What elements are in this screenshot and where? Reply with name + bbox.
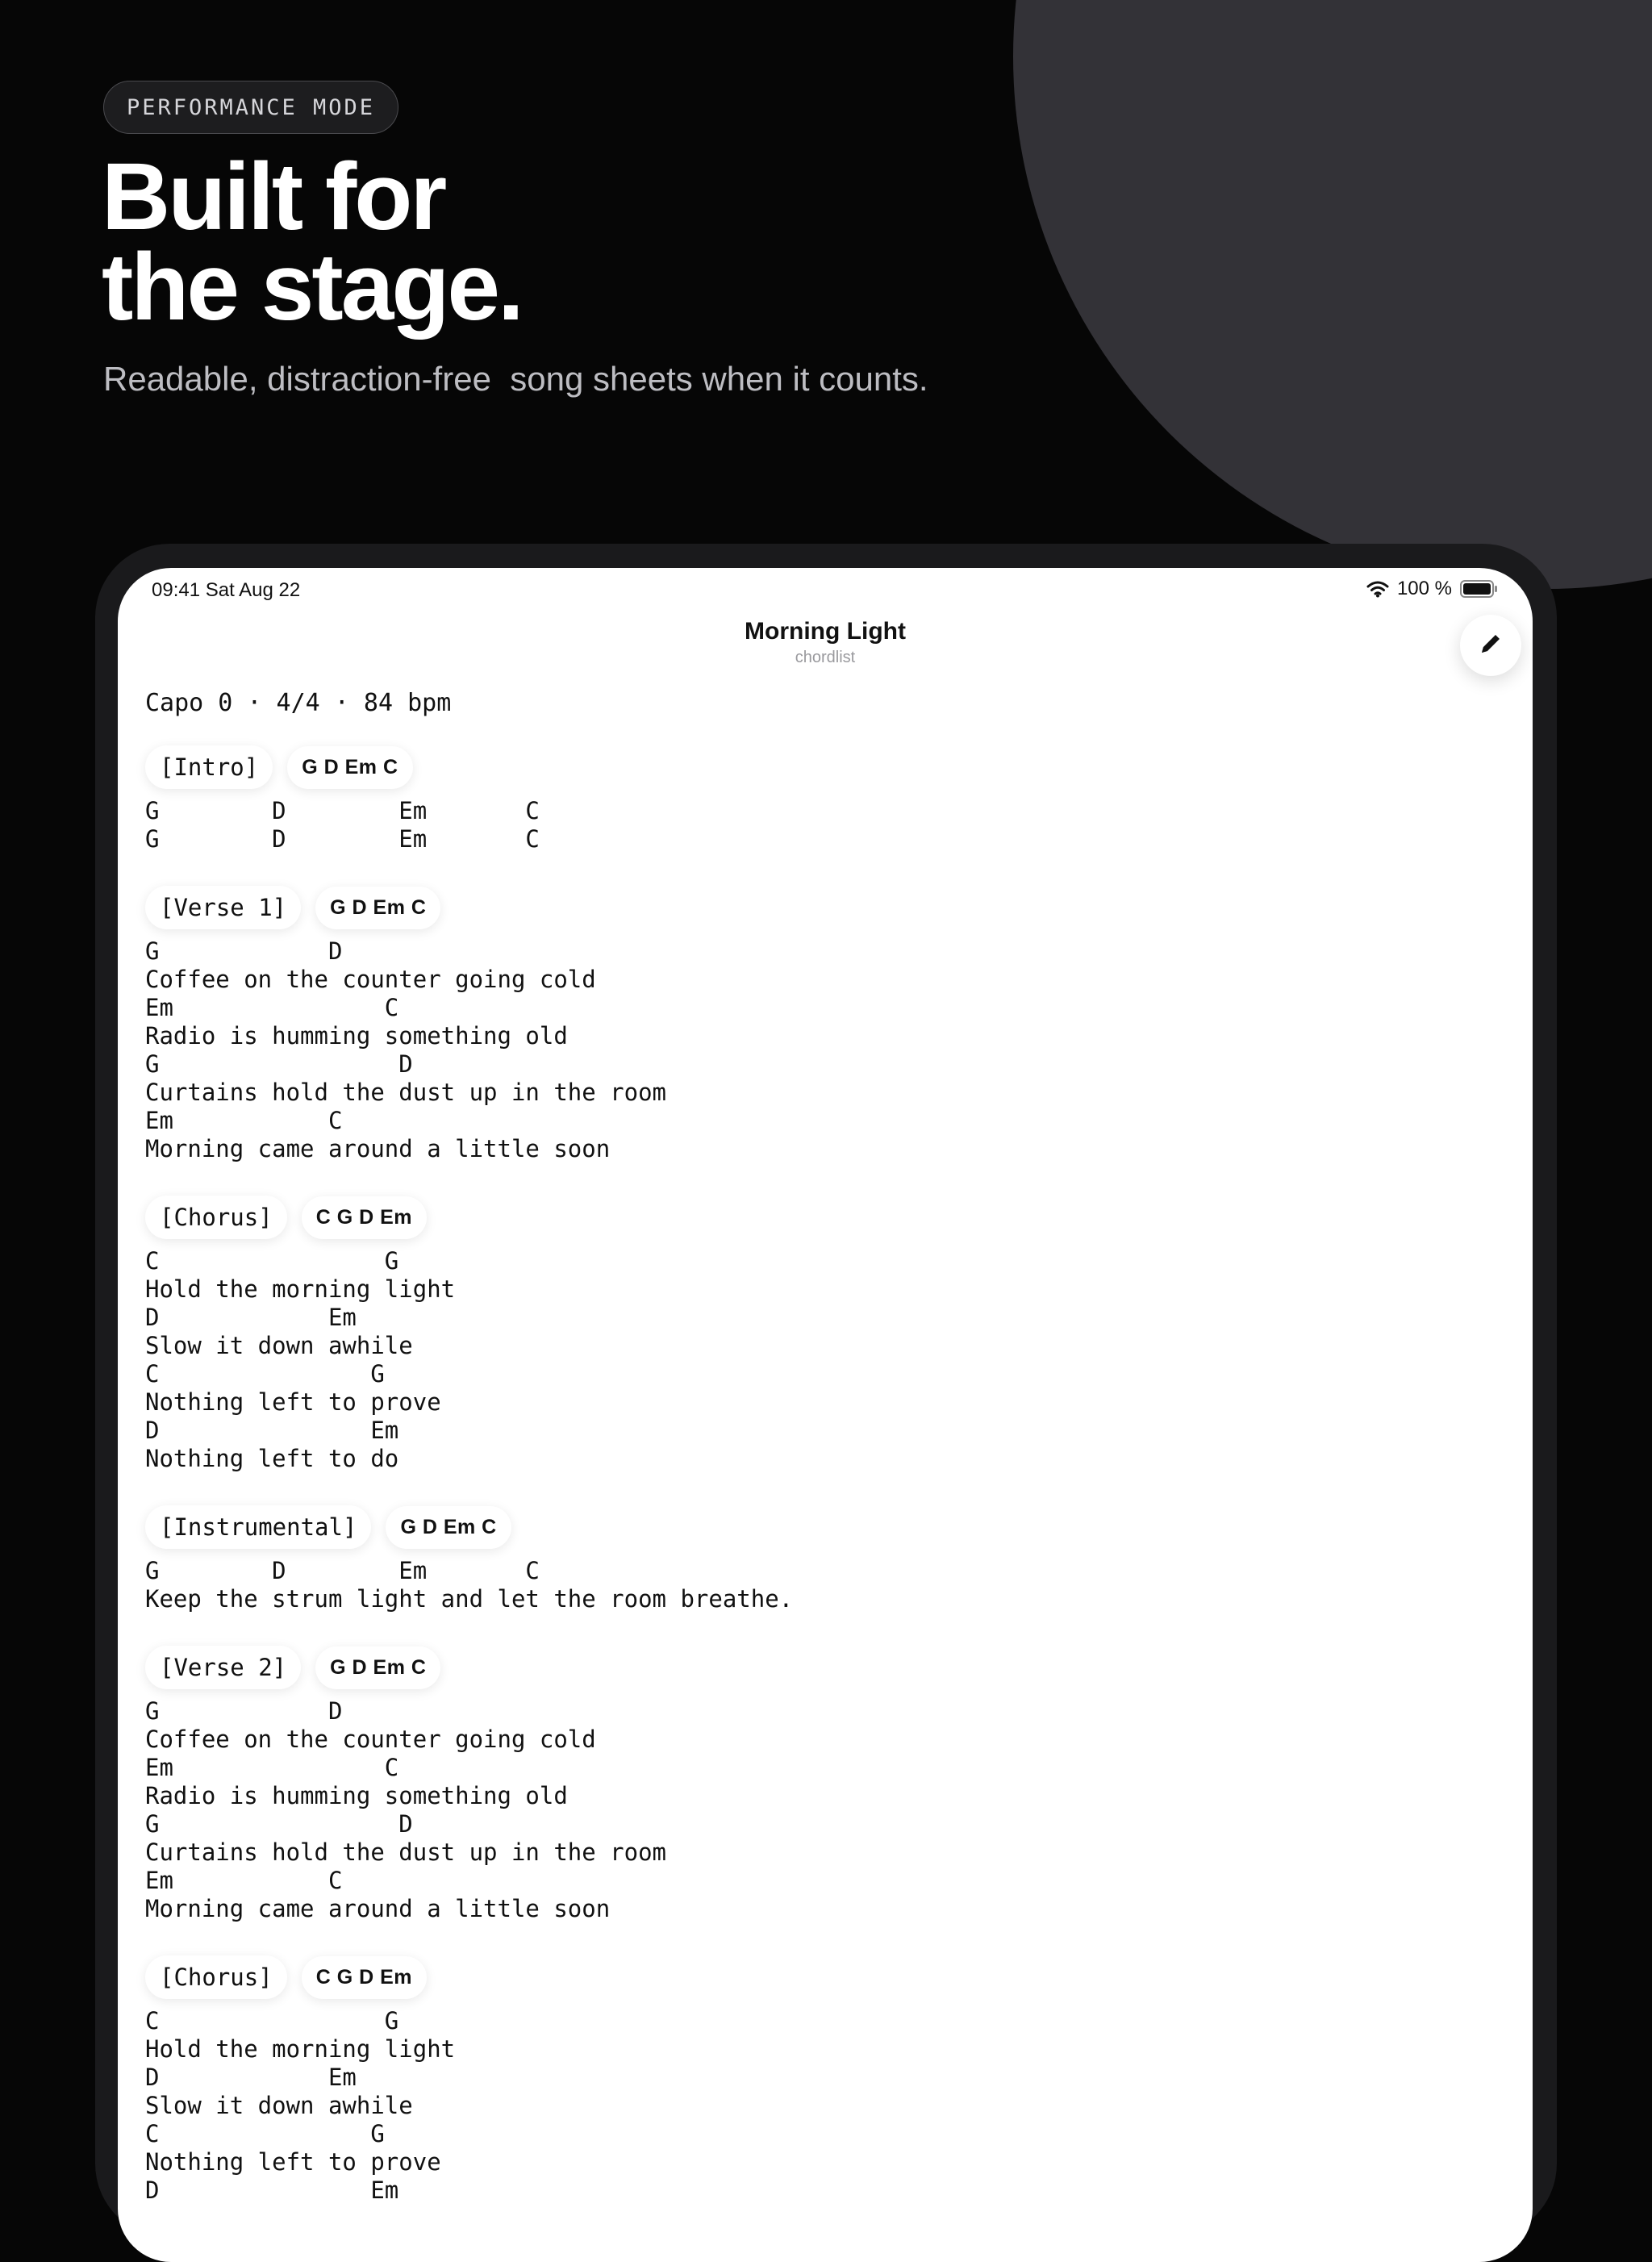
song-section xyxy=(145,1192,1500,1473)
section-tag[interactable]: [Instrumental] xyxy=(145,1505,371,1549)
song-line: D Em xyxy=(145,2176,399,2204)
song-section xyxy=(145,1952,1500,2205)
song-line: Radio is humming something old xyxy=(145,1022,568,1050)
song-section xyxy=(145,1642,1500,1923)
song-line: Nothing left to do xyxy=(145,1445,399,1472)
section-chords-pill[interactable]: G D Em C xyxy=(315,1646,440,1689)
song-line: G D xyxy=(145,1810,413,1838)
performance-mode-badge: PERFORMANCE MODE xyxy=(103,81,398,134)
song-section xyxy=(145,1502,1500,1613)
section-chords-pill[interactable]: C G D Em xyxy=(302,1196,427,1239)
song-section xyxy=(145,883,1500,1163)
song-line: D Em xyxy=(145,2064,357,2091)
song-subtitle: chordlist xyxy=(795,649,856,666)
song-line: G D Em C xyxy=(145,1557,540,1584)
song-line: Radio is humming something old xyxy=(145,1782,568,1809)
song-line: Coffee on the counter going cold xyxy=(145,1726,596,1753)
song-line: G D xyxy=(145,1050,413,1078)
song-line: Hold the morning light xyxy=(145,1275,456,1303)
wifi-icon xyxy=(1366,580,1389,598)
song-line: C G xyxy=(145,2007,399,2035)
song-line: Nothing left to prove xyxy=(145,2148,441,2176)
section-tag[interactable]: [Intro] xyxy=(145,745,273,789)
song-line: G D Em C xyxy=(145,825,540,853)
song-line: Keep the strum light and let the room breathe. xyxy=(145,1585,794,1613)
song-line: Em C xyxy=(145,1867,343,1894)
song-line: C G xyxy=(145,1247,399,1275)
song-line: Curtains hold the dust up in the room xyxy=(145,1079,667,1106)
section-tag[interactable]: [Chorus] xyxy=(145,1196,287,1239)
song-line: G D Em C xyxy=(145,797,540,824)
song-section xyxy=(145,742,1500,853)
section-tag[interactable]: [Verse 2] xyxy=(145,1646,301,1689)
song-line: Coffee on the counter going cold xyxy=(145,966,596,993)
section-header xyxy=(145,1952,1500,2002)
song-line: Morning came around a little soon xyxy=(145,1135,611,1162)
song-meta: Capo 0 · 4/4 · 84 bpm xyxy=(145,689,452,717)
section-tag[interactable]: [Chorus] xyxy=(145,1955,287,1999)
status-bar xyxy=(118,568,1533,613)
headline-line-1: Built for xyxy=(102,144,445,250)
song-line: G D xyxy=(145,1697,343,1725)
section-header xyxy=(145,1502,1500,1552)
song-line: G D xyxy=(145,937,343,965)
hero-subline: Readable, distraction-free song sheets when it counts. xyxy=(103,360,928,398)
song-sheet xyxy=(145,689,1500,2234)
status-right xyxy=(1366,578,1499,600)
status-time: 09:41 Sat Aug 22 xyxy=(152,579,301,601)
song-line: Hold the morning light xyxy=(145,2035,456,2063)
tablet-screen xyxy=(118,568,1533,2262)
section-chords-pill[interactable]: G D Em C xyxy=(315,887,440,929)
decorative-circle xyxy=(1013,0,1652,589)
section-chords-pill[interactable]: G D Em C xyxy=(287,746,412,789)
song-line: D Em xyxy=(145,1417,399,1444)
song-line: Slow it down awhile xyxy=(145,1332,413,1359)
song-line: Slow it down awhile xyxy=(145,2092,413,2119)
song-line: C G xyxy=(145,1360,385,1388)
song-line: Em C xyxy=(145,1107,343,1134)
song-line: Curtains hold the dust up in the room xyxy=(145,1838,667,1866)
section-header xyxy=(145,742,1500,792)
headline-line-2: the stage. xyxy=(102,234,522,340)
song-line: Nothing left to prove xyxy=(145,1388,441,1416)
song-title: Morning Light xyxy=(745,618,906,645)
edit-button[interactable] xyxy=(1460,615,1521,676)
section-chords-pill[interactable]: G D Em C xyxy=(386,1506,511,1549)
song-line: D Em xyxy=(145,1304,357,1331)
section-chords-pill[interactable]: C G D Em xyxy=(302,1956,427,1999)
song-line: C G xyxy=(145,2120,385,2147)
song-line: Em C xyxy=(145,1754,399,1781)
section-tag[interactable]: [Verse 1] xyxy=(145,886,301,929)
battery-percent: 100 % xyxy=(1396,578,1452,599)
section-header xyxy=(145,883,1500,933)
battery-icon xyxy=(1460,579,1499,599)
section-header xyxy=(145,1192,1500,1242)
song-line: Em C xyxy=(145,994,399,1021)
section-header xyxy=(145,1642,1500,1692)
hero-headline xyxy=(102,144,522,340)
song-line: Morning came around a little soon xyxy=(145,1895,611,1922)
pencil-icon xyxy=(1477,630,1504,661)
